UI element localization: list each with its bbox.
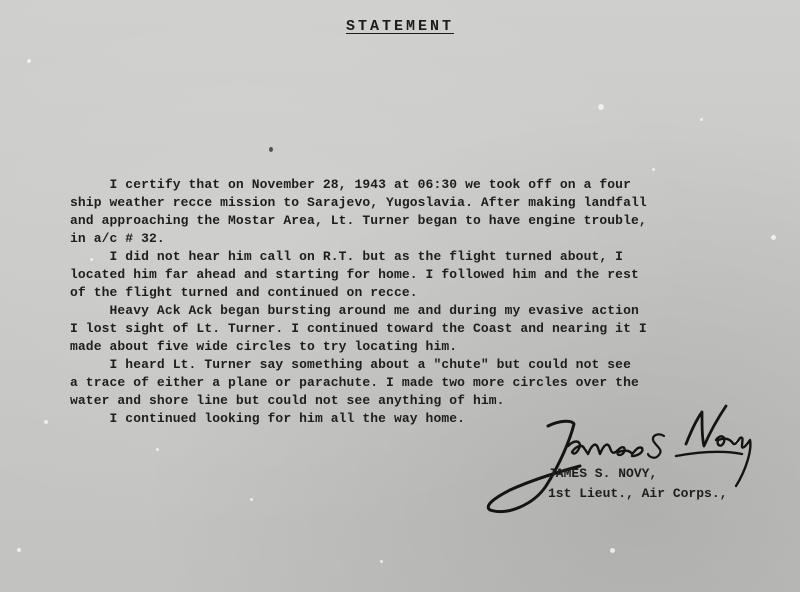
- text-line: located him far ahead and starting for home. I followed him and the rest: [70, 267, 639, 282]
- text-line: I heard Lt. Turner say something about a "chute" but could not see: [70, 357, 631, 372]
- text-line: water and shore line but could not see anything of him.: [70, 393, 505, 408]
- text-line: I lost sight of Lt. Turner. I continued toward the Coast and nearing it I: [70, 321, 647, 336]
- handwritten-signature: [480, 400, 780, 520]
- text-line: made about five wide circles to try locating him.: [70, 339, 458, 354]
- typed-rank: 1st Lieut., Air Corps.,: [548, 486, 728, 501]
- text-line: in a/c # 32.: [70, 231, 165, 246]
- text-line: Heavy Ack Ack began bursting around me and during my evasive action: [70, 303, 639, 318]
- text-line: I certify that on November 28, 1943 at 06:30 we took off on a four: [70, 177, 631, 192]
- signature-block: [480, 400, 780, 520]
- text-line: I did not hear him call on R.T. but as the flight turned about, I: [70, 249, 624, 264]
- typed-name: JAMES S. NOVY,: [548, 466, 658, 481]
- text-line: ship weather recce mission to Sarajevo, Yugoslavia. After making landfall: [70, 195, 647, 210]
- text-line: of the flight turned and continued on recce.: [70, 285, 418, 300]
- text-line: I continued looking for him all the way home.: [70, 411, 466, 426]
- text-line: a trace of either a plane or parachute. I made two more circles over the: [70, 375, 639, 390]
- text-line: and approaching the Mostar Area, Lt. Turner began to have engine trouble,: [70, 213, 647, 228]
- document-title: STATEMENT: [345, 18, 454, 35]
